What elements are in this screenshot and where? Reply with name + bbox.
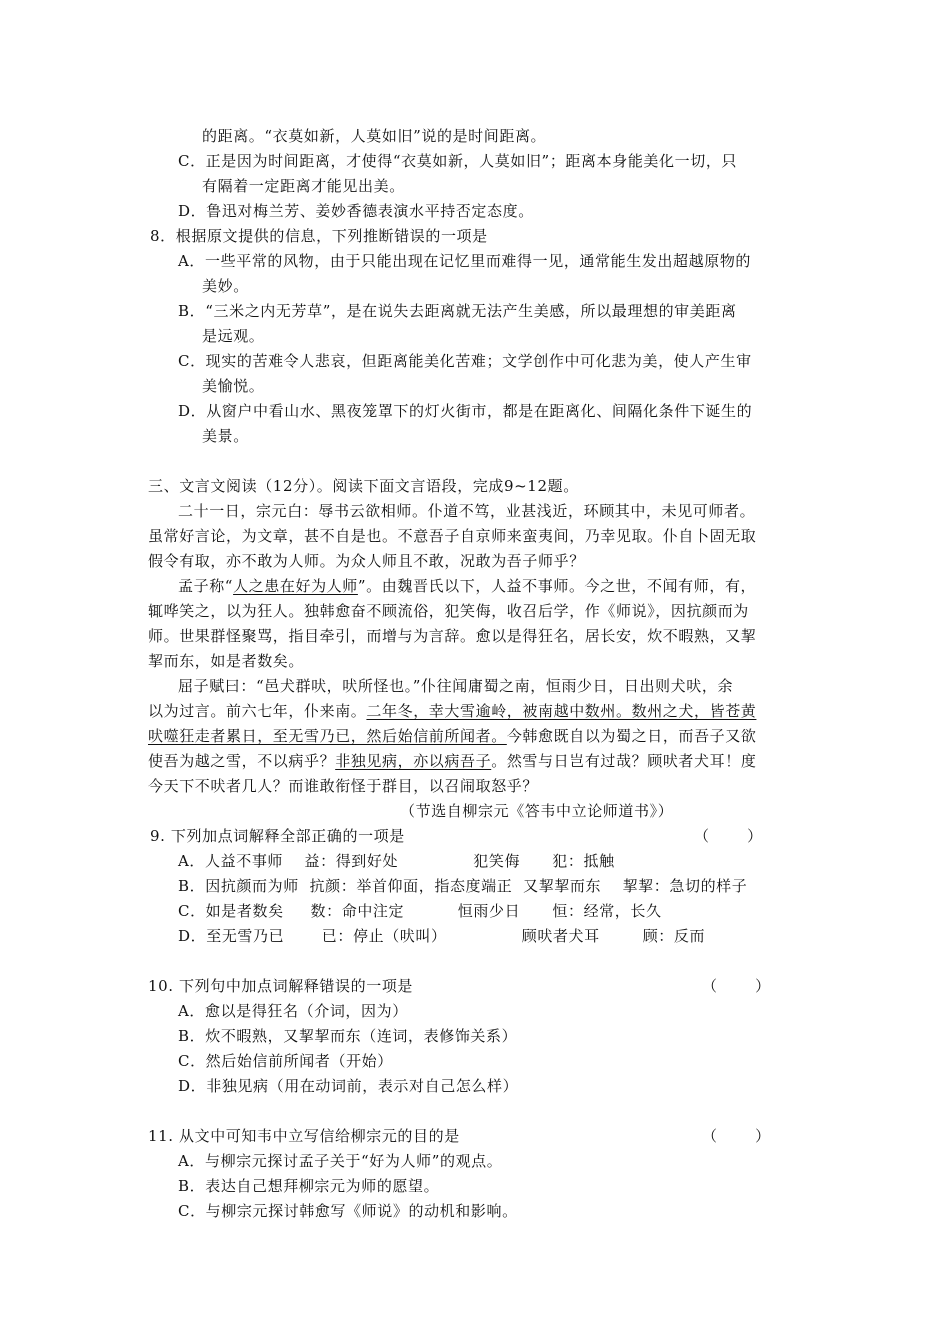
q10-option-a: A．愈以是得狂名（介词，因为） (178, 1002, 408, 1020)
q9-option-b: B．因抗颜而为师 抗颜：举首仰面，指态度端正 又挈挈而东 挈挈：急切的样子 (178, 877, 748, 895)
q8-line: 美景。 (202, 427, 249, 445)
passage-text: ”。由魏晋氏以下，人益不事师。今之世，不闻有师，有， (357, 577, 757, 595)
q7-option-c: C．正是因为时间距离，才使得“衣莫如新，人莫如旧”；距离本身能美化一切，只 (178, 152, 738, 170)
section-heading: 三、文言文阅读（12分）。阅读下面文言语段，完成9~12题。 (148, 477, 579, 495)
q9-answer-bracket[interactable]: （ ） (694, 827, 763, 845)
passage-text: 使吾为越之雪，不以病乎？ (148, 752, 336, 770)
passage-line: 辄哗笑之，以为狂人。独韩愈奋不顾流俗，犯笑侮，收召后学，作《师说》，因抗颜而为 (148, 602, 749, 620)
q8-stem: 8．根据原文提供的信息，下列推断错误的一项是 (150, 227, 488, 245)
passage-line: 二十一日，宗元白：辱书云欲相师。仆道不笃，业甚浅近，环顾其中，未见可师者。 (178, 502, 756, 520)
q8-option-d: D．从窗户中看山水、黑夜笼罩下的灯火街市，都是在距离化、间隔化条件下诞生的 (178, 402, 753, 420)
passage-line (178, 574, 756, 598)
underlined-text: 人之患在好为人师 (233, 577, 358, 595)
q10-option-b: B．炊不暇熟，又挈挈而东（连词，表修饰关系） (178, 1027, 518, 1045)
passage-text: 以为过言。前六七年，仆来南。 (148, 702, 367, 720)
q9-option-c: C．如是者数矣 数：命中注定 恒雨少日 恒：经常，长久 (178, 902, 662, 920)
q11-option-c: C．与柳宗元探讨韩愈写《师说》的动机和影响。 (178, 1202, 518, 1220)
passage-line: 虽常好言论，为文章，甚不自是也。不意吾子自京师来蛮夷间，乃幸见取。仆自卜固无取 (148, 527, 757, 545)
q11-option-b: B．表达自己想拜柳宗元为师的愿望。 (178, 1177, 440, 1195)
q9-stem: 9. 下列加点词解释全部正确的一项是 (150, 827, 405, 845)
passage-line: 屈子赋曰：“邑犬群吠，吠所怪也。”仆往闻庸蜀之南，恒雨少日，日出则犬吠，余 (178, 677, 734, 695)
q8-option-c: C．现实的苦难令人悲哀，但距离能美化苦难；文学创作中可化悲为美，使人产生审 (178, 352, 752, 370)
q8-option-a: A．一些平常的风物，由于只能出现在记忆里而难得一见，通常能生发出超越原物的 (178, 252, 752, 270)
passage-line: 师。世果群怪聚骂，指目牵引，而增与为言辞。愈以是得狂名，居长安，炊不暇熟，又挈 (148, 627, 757, 645)
q8-line: 美愉悦。 (202, 377, 265, 395)
passage-line (148, 699, 756, 723)
passage-source: （节选自柳宗元《答韦中立论师道书》） (400, 802, 674, 820)
passage-line (148, 724, 756, 748)
q10-option-c: C．然后始信前所闻者（开始） (178, 1052, 393, 1070)
passage-line: 今天下不吠者几人？而谁敢衔怪于群目，以召闹取怒乎？ (148, 777, 539, 795)
q11-answer-bracket[interactable]: （ ） (702, 1127, 771, 1145)
underlined-text: 二年冬，幸大雪逾岭，被南越中数州。数州之犬，皆苍黄 (366, 702, 757, 720)
q11-option-a: A．与柳宗元探讨孟子关于“好为人师”的观点。 (178, 1152, 503, 1170)
q8-line: 美妙。 (202, 277, 249, 295)
q9-option-a: A．人益不事师 益：得到好处 犯笑侮 犯：抵触 (178, 852, 615, 870)
passage-line (148, 749, 756, 773)
q7-line: 有隔着一定距离才能见出美。 (202, 177, 405, 195)
passage-line: 挈而东，如是者数矣。 (148, 652, 305, 670)
q7-line: 的距离。“衣莫如新，人莫如旧”说的是时间距离。 (202, 127, 547, 145)
q10-option-d: D．非独见病（用在动词前，表示对自己怎么样） (178, 1077, 519, 1095)
q7-option-d: D．鲁迅对梅兰芳、姜妙香德表演水平持否定态度。 (178, 202, 534, 220)
q10-answer-bracket[interactable]: （ ） (702, 977, 771, 995)
q10-stem: 10. 下列句中加点词解释错误的一项是 (148, 977, 414, 995)
q9-option-d: D．至无雪乃已 已：停止（吠叫） 顾吠者犬耳 顾：反而 (178, 927, 706, 945)
q8-line: 是远观。 (202, 327, 265, 345)
q8-option-b: B．“三米之内无芳草”，是在说失去距离就无法产生美感，所以最理想的审美距离 (178, 302, 737, 320)
q11-stem: 11. 从文中可知韦中立写信给柳宗元的目的是 (148, 1127, 460, 1145)
underlined-text: 吠噬狂走者累日，至无雪乃已，然后始信前所闻者。 (148, 727, 507, 745)
passage-text: 今韩愈既自以为蜀之日，而吾子又欲 (506, 727, 757, 745)
passage-line: 假令有取，亦不敢为人师。为众人师且不敢，况敢为吾子师乎？ (148, 552, 585, 570)
passage-text: 。然雪与日岂有过哉？顾吠者犬耳！度 (491, 752, 757, 770)
underlined-text: 非独见病，亦以病吾子 (335, 752, 492, 770)
passage-text: 孟子称“ (178, 577, 234, 595)
